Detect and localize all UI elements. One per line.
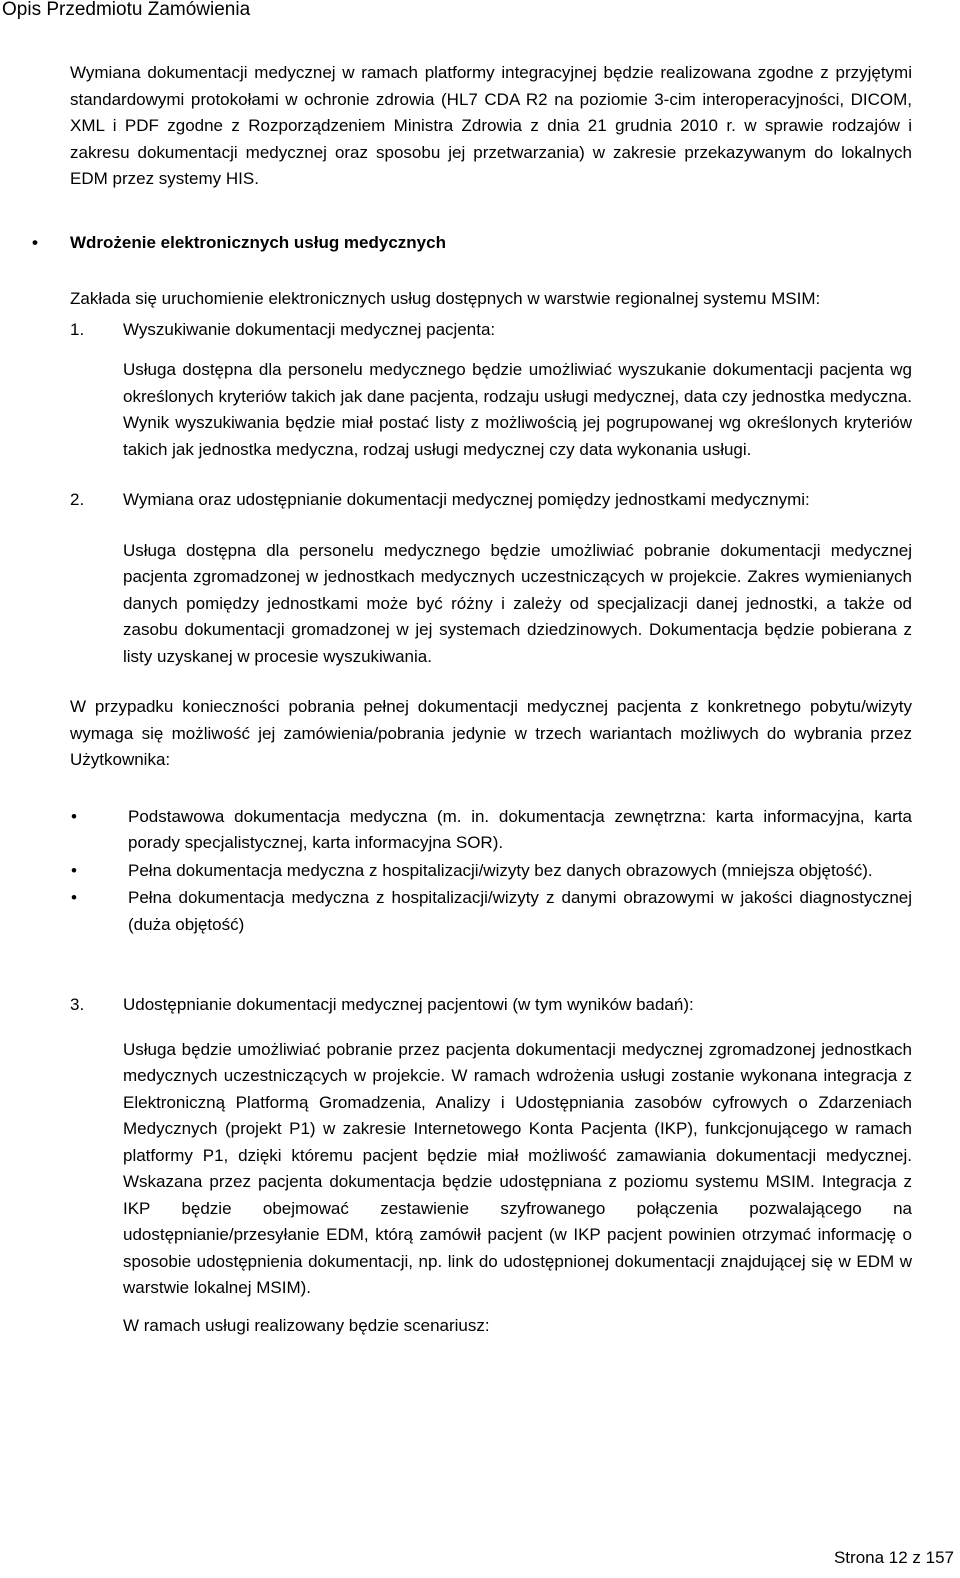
item-number: 3. [70,995,85,1014]
item-description-1: Usługa dostępna dla personelu medycznego będzie umożliwiać wyszukanie dokumentacji pacjenta wg określonych kryteriów takich jak dane pacjenta, rodzaju usługi medycznej, data czy jednostka medyczna. Wynik wyszukiwania będzie miał postać listy z możliwością jej pogrupowanej wg określonych kryteriów takich jak jednostka medyczna, rodzaj usługi medycznej czy data wykonania usługi. [123,360,912,459]
bullet-icon: • [71,888,77,907]
list-item-text: Pełna dokumentacja medyczna z hospitalizacji/wizyty bez danych obrazowych (mniejsza objętość). [128,860,873,880]
numbered-item-2 [70,487,912,514]
item-title: Wyszukiwanie dokumentacji medycznej pacjenta: [123,319,496,339]
item-description-2: Usługa dostępna dla personelu medycznego będzie umożliwiać pobranie dokumentacji medycznej pacjenta zgromadzonej w jednostkach medycznych uczestniczących w projekcie. Zakres wymienianych danych pomiędzy jednostkami może być różny i zależy od specjalizacji danej jednostki, a także od zasobu dokumentacji gromadzonej w jej systemach dziedzinowych. Dokumentacja będzie pobierana z listy uzyskanej w procesie wyszukiwania. [123,540,912,666]
item-description-3: Usługa będzie umożliwiać pobranie przez pacjenta dokumentacji medycznej zgromadzonej jednostkach medycznych uczestniczących w projekcie. W ramach wdrożenia usługi zostanie wykonana integracja z Elektroniczną Platformą Gromadzenia, Analizy i Udostępniania zasobów cyfrowych o Zdarzeniach Medycznych (projekt P1) w zakresie Internetowego Konta Pacjenta (IKP), funkcjonującego w ramach platformy P1, dzięki któremu pacjent będzie miał możliwość zamawiania dokumentacji medycznej. Wskazana przez pacjenta dokumentacja będzie udostępniana z poziomu systemu MSIM. Integracja z IKP będzie obejmować zestawienie szyfrowanego połączenia pozwalającego na udostępnianie/przesyłanie EDM, którą zamówił pacjent (w IKP pacjent powinien otrzymać informację o sposobie udostępnienia dokumentacji, np. link do udostępnionej dokumentacji znajdującej się w EDM w warstwie lokalnej MSIM). [123,1039,912,1297]
section-heading-text: Wdrożenie elektronicznych usług medycznych [70,232,446,252]
page-header: Opis Przedmiotu Zamówienia [2,0,251,20]
numbered-item-1 [70,317,912,344]
bullet-icon: • [71,860,77,880]
numbered-item-3 [70,992,912,1019]
item-number: 2. [70,490,85,509]
intro-paragraph: Wymiana dokumentacji medycznej w ramach platformy integracyjnej będzie realizowana zgodne z przyjętymi standardowymi protokołami w ochronie zdrowia (HL7 CDA R2 na poziomie 3-cim interoperacyjności, DICOM, XML i PDF zgodne z Rozporządzeniem Ministra Zdrowia z dnia 21 grudnia 2010 r. w sprawie rodzajów i zakresu dokumentacji medycznej oraz sposobu jej przetwarzania) w zakresie przekazywanym do lokalnych EDM przez systemy HIS. [70,63,912,188]
item-title: Udostępnianie dokumentacji medycznej pacjentowi (w tym wyników badań): [123,995,694,1014]
section-heading [32,230,912,257]
scenario-line: W ramach usługi realizowany będzie scenariusz: [123,1315,490,1335]
page-number: Strona 12 z 157 [833,1548,954,1567]
variants-paragraph: W przypadku konieczności pobrania pełnej dokumentacji medycznej pacjenta z konkretnego pobytu/wizyty wymaga się możliwość jej zamówienia/pobrania jedynie w trzech wariantach możliwych do wybrania przez Użytkownika: [70,697,912,769]
lead-paragraph: Zakłada się uruchomienie elektronicznych usług dostępnych w warstwie regionalnej systemu MSIM: [70,289,821,308]
item-number: 1. [70,319,85,339]
bullet-icon: • [71,806,77,826]
list-item [70,804,912,857]
list-item-text: Podstawowa dokumentacja medyczna (m. in. dokumentacja zewnętrzna: karta informacyjna, karta porady specjalistycznej, karta informacyjna SOR). [128,806,912,852]
list-item [70,885,912,938]
list-item-text: Pełna dokumentacja medyczna z hospitalizacji/wizyty z danymi obrazowymi w jakości diagnostycznej (duża objętość) [128,888,912,934]
list-item [70,858,912,885]
bullet-icon: • [32,232,38,252]
variants-list [70,804,912,939]
item-title: Wymiana oraz udostępnianie dokumentacji medycznej pomiędzy jednostkami medycznymi: [123,490,810,509]
document-body [32,60,912,1339]
